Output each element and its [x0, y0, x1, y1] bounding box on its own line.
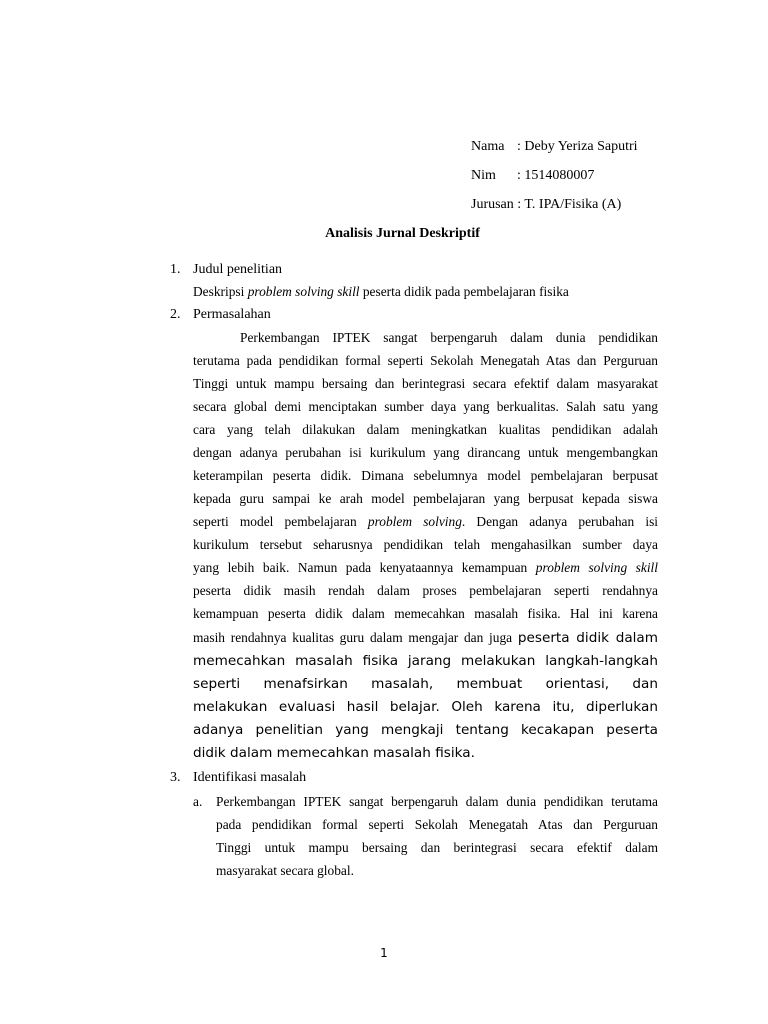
list-marker: a.	[193, 794, 203, 809]
line9-post: . Dengan adanya perubahan isi	[461, 514, 658, 529]
paragraph-line: didik dalam memecahkan masalah fisika.	[193, 745, 475, 761]
section-1-text-italic: problem solving skill	[247, 284, 360, 299]
paragraph-line: Tinggi untuk mampu bersaing dan berintegrasi secara efektif dalam masyarakat	[193, 376, 658, 391]
section-1-text-pre: Deskripsi	[193, 284, 248, 299]
nim-label: Nim	[471, 168, 496, 183]
section-2-number: 2.	[170, 307, 181, 322]
section-3-title: Identifikasi masalah	[193, 770, 307, 785]
document-title: Analisis Jurnal Deskriptif	[325, 226, 480, 241]
paragraph-line: secara global demi menciptakan sumber daya yang berkualitas. Salah satu yang	[193, 399, 658, 414]
jurusan-label: Jurusan	[471, 197, 514, 212]
line9-italic: problem solving	[367, 514, 462, 529]
paragraph-line: kurikulum tersebut seharusnya pendidikan telah mengahasilkan sumber daya	[193, 537, 658, 552]
nama-label: Nama	[471, 139, 505, 154]
section-2-title: Permasalahan	[193, 307, 271, 322]
section-3-number: 3.	[170, 770, 181, 785]
list-item-line: Tinggi untuk mampu bersaing dan berintegrasi secara efektif dalam	[216, 840, 658, 855]
line9-pre: seperti model pembelajaran	[193, 514, 368, 529]
section-1-title: Judul penelitian	[193, 262, 283, 277]
paragraph-line: kepada guru sampai ke arah model pembelajaran yang berpusat kepada siswa	[193, 491, 658, 506]
line11-pre: yang lebih baik. Namun pada kenyataannya kemampuan	[193, 560, 536, 575]
paragraph-line: memecahkan masalah fisika jarang melakukan langkah-langkah	[193, 653, 658, 669]
jurusan-value: : T. IPA/Fisika (A)	[517, 197, 622, 212]
paragraph-line: terutama pada pendidikan formal seperti Sekolah Menegatah Atas dan Perguruan	[193, 353, 658, 368]
paragraph-line: seperti menafsirkan masalah, membuat orientasi, dan	[193, 676, 658, 692]
list-item-line: pada pendidikan formal seperti Sekolah Menegatah Atas dan Perguruan	[216, 817, 658, 832]
nama-row	[471, 137, 638, 166]
paragraph-line: cara yang telah dilakukan dalam meningkatkan kualitas pendidikan adalah	[193, 422, 658, 437]
paragraph-line: Perkembangan IPTEK sangat berpengaruh dalam dunia pendidikan	[240, 330, 658, 345]
paragraph-line: melakukan evaluasi hasil belajar. Oleh karena itu, diperlukan	[193, 699, 658, 715]
paragraph-line: peserta didik masih rendah dalam proses pembelajaran seperti rendahnya	[193, 583, 658, 598]
section-1-number: 1.	[170, 262, 181, 277]
list-item-line: Perkembangan IPTEK sangat berpengaruh dalam dunia pendidikan terutama	[216, 794, 658, 809]
paragraph-line: dengan adanya perubahan isi kurikulum yang dirancang untuk mengembangkan	[193, 445, 658, 460]
line14-sans: peserta didik dalam	[517, 630, 658, 646]
page-number: 1	[380, 946, 388, 960]
nama-value: : Deby Yeriza Saputri	[517, 139, 638, 154]
list-item-line: masyarakat secara global.	[216, 863, 354, 878]
line11-italic: problem solving skill	[535, 560, 659, 575]
section-1-text	[193, 282, 658, 302]
paragraph-line: kemampuan peserta didik dalam memecahkan masalah fisika. Hal ini karena	[193, 606, 658, 621]
jurusan-row	[471, 195, 638, 224]
section-1-text-post: peserta didik pada pembelajaran fisika	[359, 284, 569, 299]
nim-row	[471, 166, 638, 195]
line14-serif: masih rendahnya kualitas guru dalam mengajar dan juga	[193, 630, 518, 645]
paragraph-line: adanya penelitian yang mengkaji tentang kecakapan peserta	[193, 722, 658, 738]
paragraph-line	[193, 558, 658, 578]
nim-value: : 1514080007	[517, 168, 595, 183]
paragraph-line: keterampilan peserta didik. Dimana sebelumnya model pembelajaran berpusat	[193, 468, 658, 483]
paragraph-line	[193, 628, 658, 648]
paragraph-line	[193, 512, 658, 532]
student-info-block	[471, 137, 638, 224]
